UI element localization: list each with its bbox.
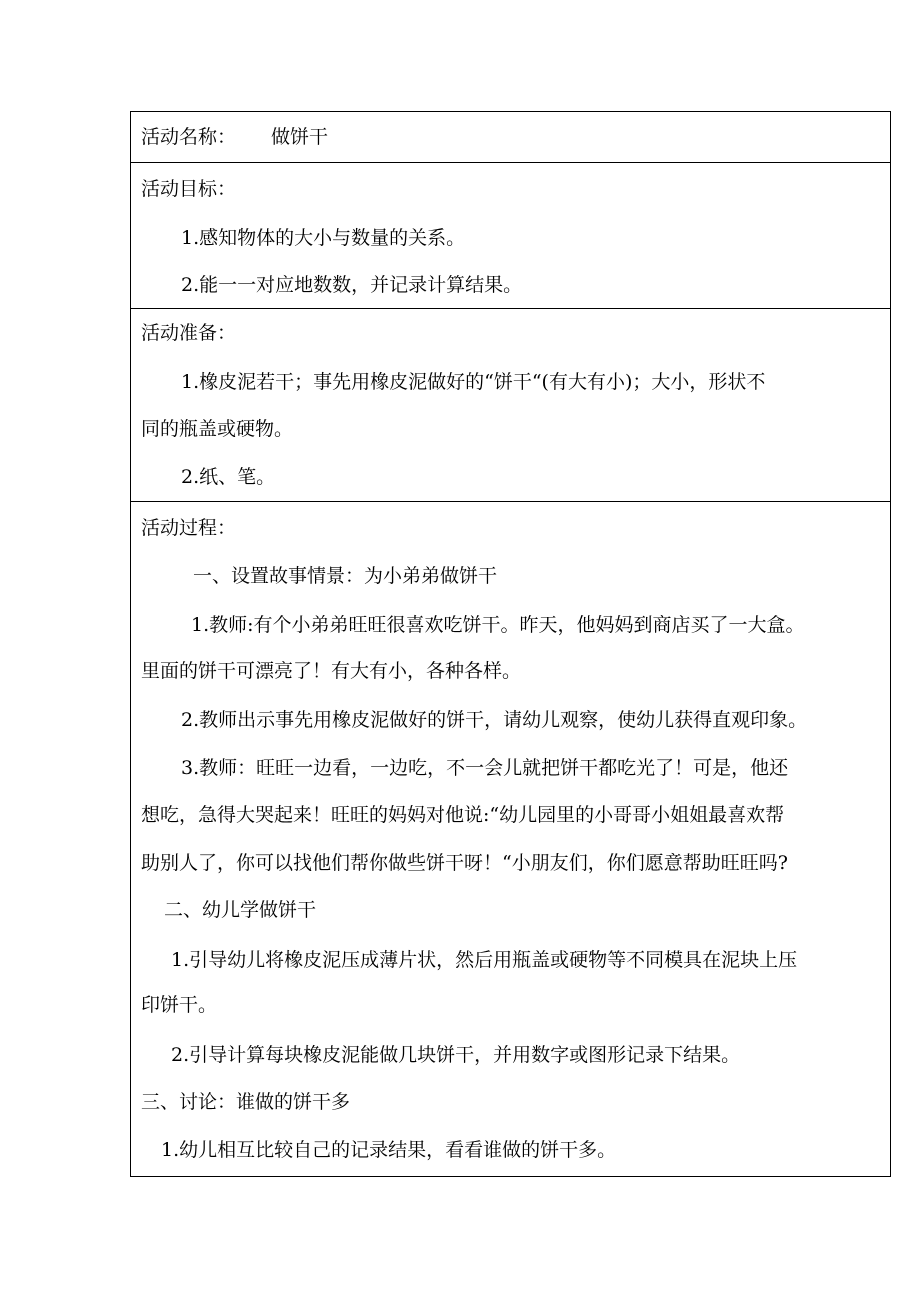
preparation-item: 2.纸、笔。 bbox=[181, 466, 276, 488]
section-title: 二、幼儿学做饼干 bbox=[164, 899, 317, 921]
process-item: 1.引导幼儿将橡皮泥压成薄片状，然后用瓶盖或硬物等不同模具在泥块上压 bbox=[171, 949, 798, 971]
activity-name-value: 做饼干 bbox=[271, 126, 329, 148]
goal-item: 2.能一一对应地数数，并记录计算结果。 bbox=[181, 274, 523, 296]
activity-goals-row bbox=[131, 162, 890, 309]
process-item: 1.教师:有个小弟弟旺旺很喜欢吃饼干。昨天，他妈妈到商店买了一大盒。 bbox=[191, 614, 805, 636]
preparation-item-continued: 同的瓶盖或硬物。 bbox=[141, 418, 294, 440]
preparation-item: 1.橡皮泥若干；事先用橡皮泥做好的“饼干“(有大有小)；大小，形状不 bbox=[181, 371, 766, 393]
process-item-continued: 助别人了，你可以找他们帮你做些饼干呀！“小朋友们，你们愿意帮助旺旺吗? bbox=[141, 852, 788, 874]
process-item: 1.幼儿相互比较自己的记录结果，看看谁做的饼干多。 bbox=[161, 1139, 617, 1161]
process-item: 2.引导计算每块橡皮泥能做几块饼干，并用数字或图形记录下结果。 bbox=[171, 1044, 741, 1066]
activity-name-label: 活动名称： bbox=[141, 126, 237, 148]
process-item-continued: 印饼干。 bbox=[141, 994, 218, 1016]
process-item-continued: 想吃，急得大哭起来！旺旺的妈妈对他说:“幼儿园里的小哥哥小姐姐最喜欢帮 bbox=[141, 804, 785, 826]
lesson-plan-table bbox=[130, 111, 891, 1177]
goals-heading: 活动目标： bbox=[141, 178, 237, 200]
goal-item: 1.感知物体的大小与数量的关系。 bbox=[181, 227, 466, 249]
activity-name-row bbox=[131, 112, 890, 163]
activity-process-row bbox=[131, 501, 890, 1176]
preparation-heading: 活动准备： bbox=[141, 322, 237, 344]
activity-preparation-row bbox=[131, 308, 890, 502]
process-heading: 活动过程： bbox=[141, 517, 237, 539]
section-title: 一、设置故事情景：为小弟弟做饼干 bbox=[193, 565, 498, 587]
process-item: 3.教师：旺旺一边看，一边吃，不一会儿就把饼干都吃光了！可是，他还 bbox=[181, 757, 789, 779]
section-title: 三、讨论：谁做的饼干多 bbox=[141, 1091, 351, 1113]
process-item: 2.教师出示事先用橡皮泥做好的饼干，请幼儿观察，使幼儿获得直观印象。 bbox=[181, 709, 808, 731]
process-item-continued: 里面的饼干可漂亮了！有大有小，各种各样。 bbox=[141, 660, 522, 682]
